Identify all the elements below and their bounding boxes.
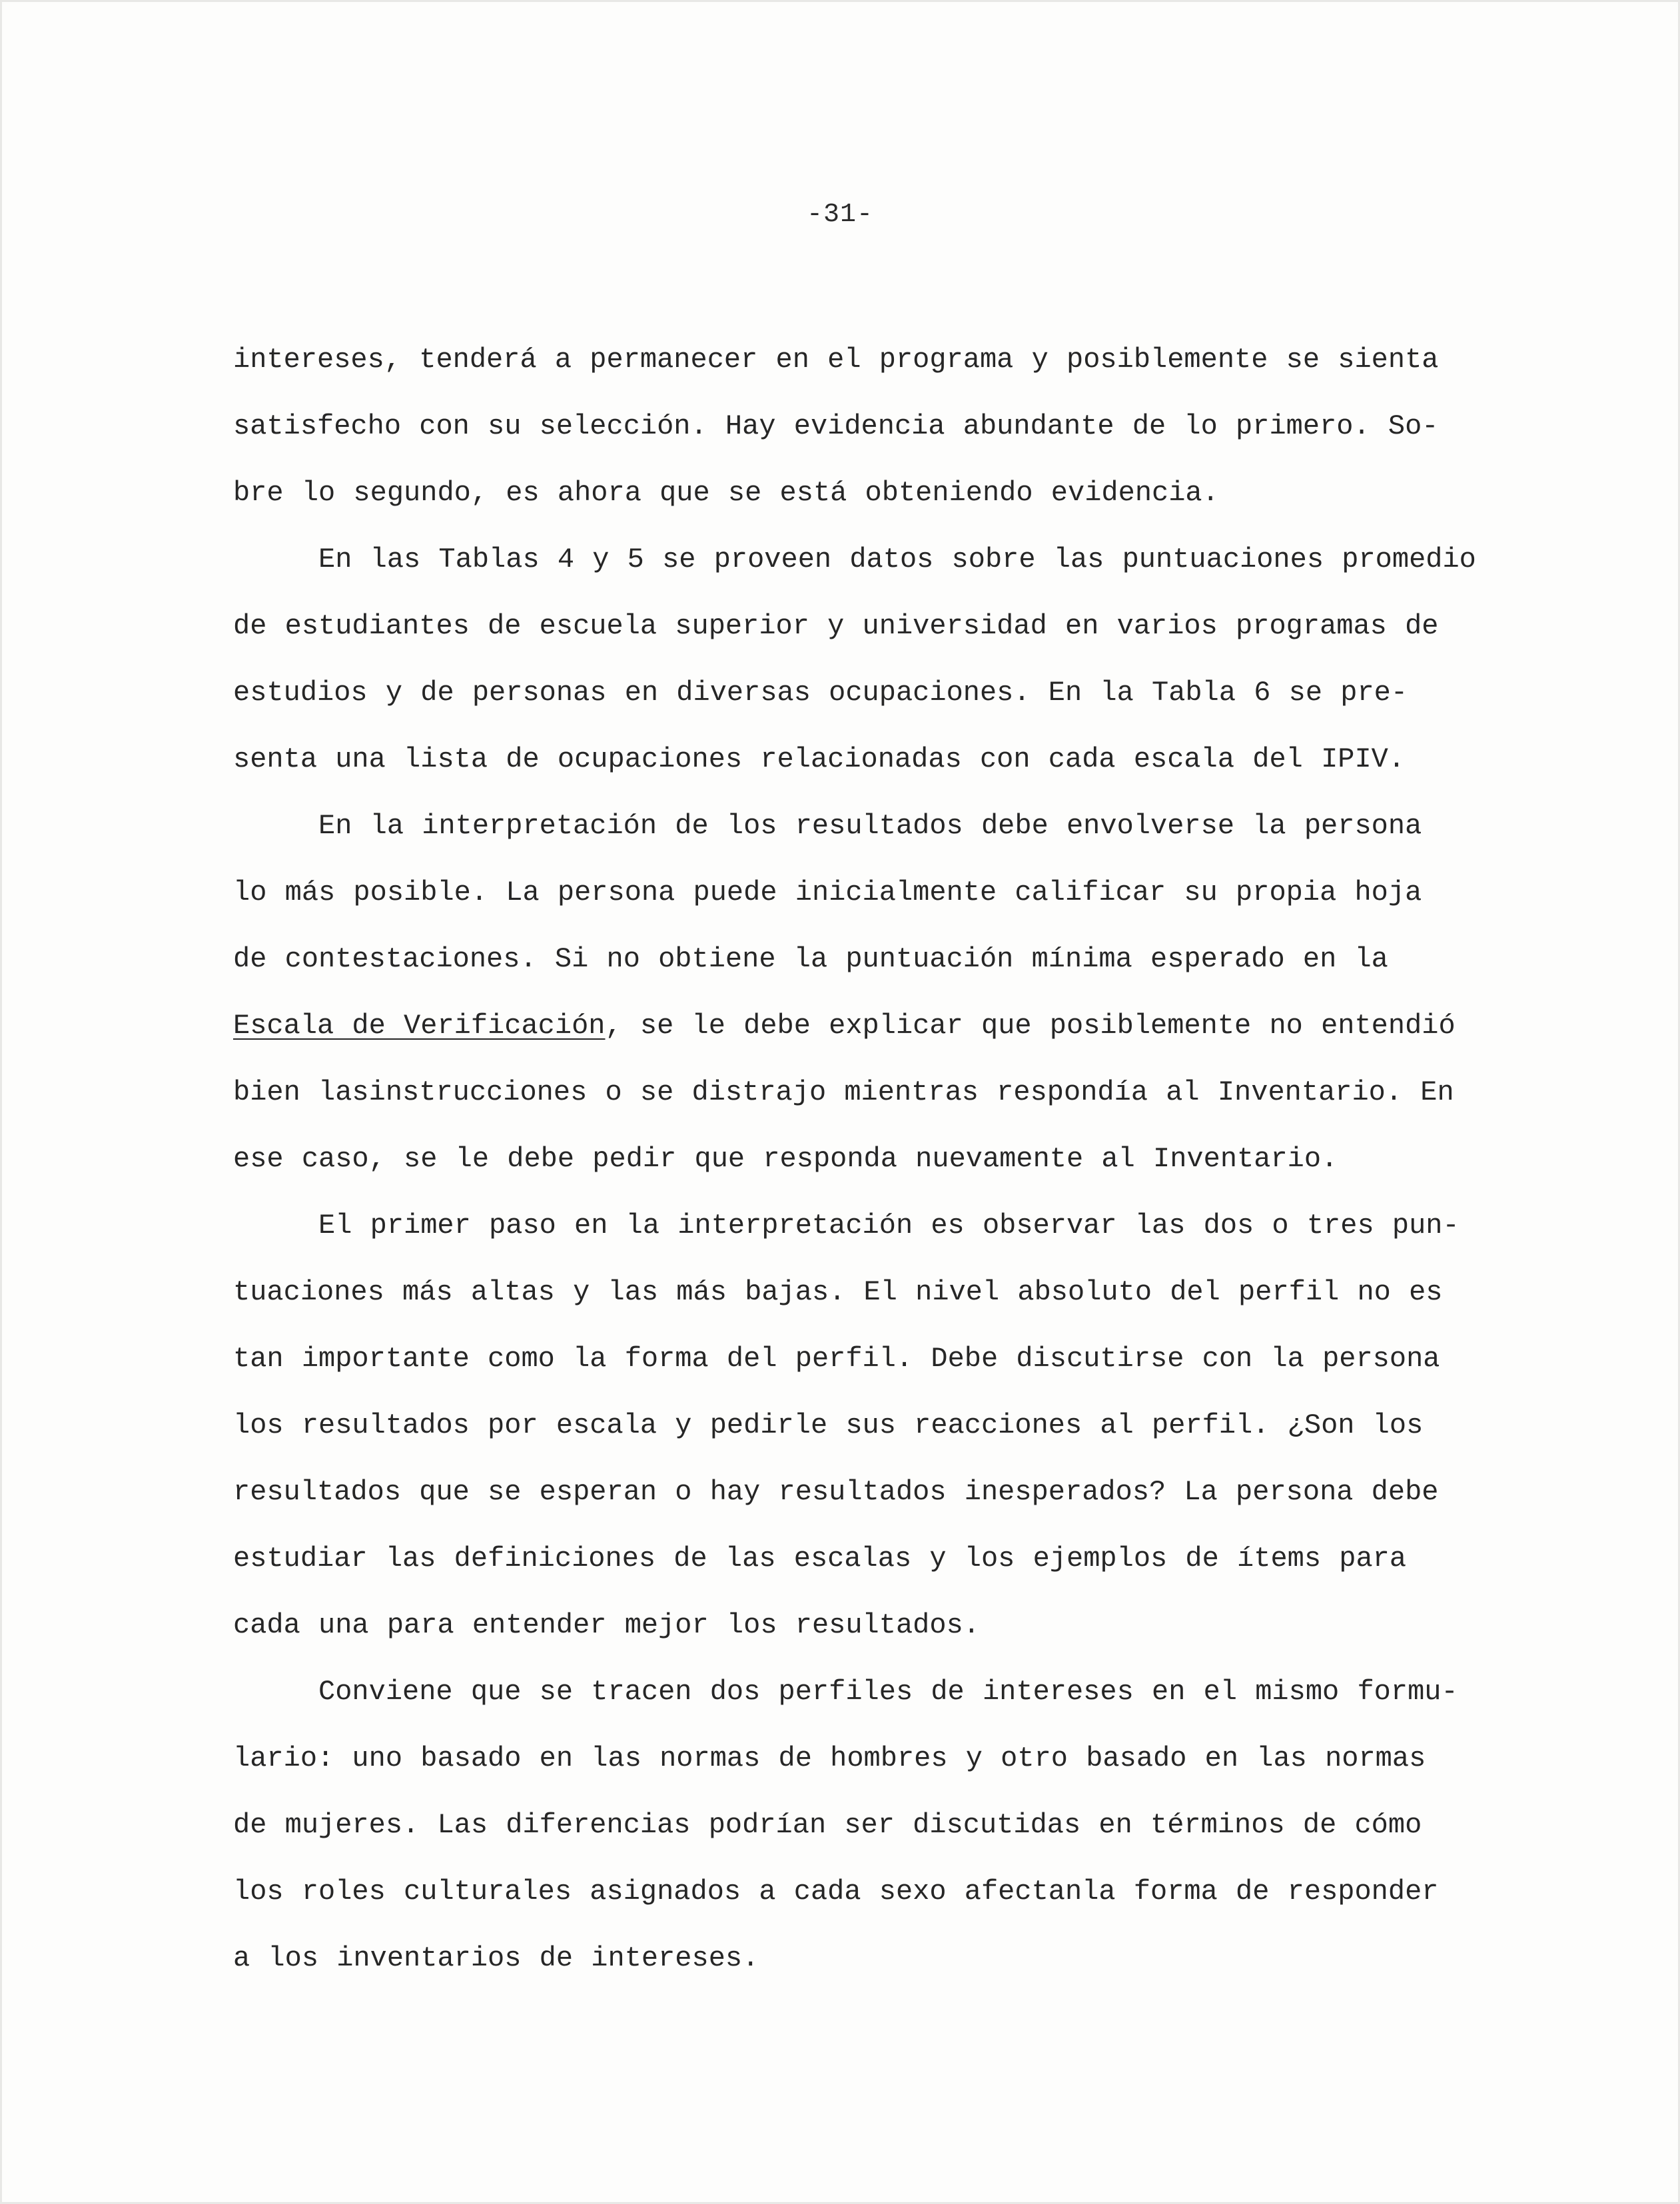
paragraph-3 (233, 804, 1459, 1204)
paragraph-1 (233, 338, 1459, 538)
text-line: En la interpretación de los resultados debe envolverse la persona (318, 810, 1422, 842)
underlined-term: Escala de Verificación (233, 1010, 606, 1042)
paragraph-5 (233, 1670, 1459, 2003)
text-line: los resultados por escala y pedirle sus reacciones al perfil. ¿Son los (233, 1409, 1424, 1441)
text-line: tuaciones más altas y las más bajas. El nivel absoluto del perfil no es (233, 1276, 1443, 1308)
text-line: resultados que se esperan o hay resultados inesperados? La persona debe (233, 1476, 1439, 1508)
text-line: lario: uno basado en las normas de hombres y otro basado en las normas (233, 1742, 1426, 1774)
text-line: lo más posible. La persona puede inicialmente calificar su propia hoja (233, 877, 1422, 909)
document-body (233, 338, 1476, 2003)
text-line: satisfecho con su selección. Hay evidencia abundante de lo primero. So- (233, 410, 1439, 442)
text-line: estudios y de personas en diversas ocupaciones. En la Tabla 6 se pre- (233, 677, 1408, 709)
text-line: Conviene que se tracen dos perfiles de intereses en el mismo formu- (318, 1676, 1458, 1708)
text-line: de contestaciones. Si no obtiene la puntuación mínima esperado en la (233, 943, 1388, 975)
text-line: de mujeres. Las diferencias podrían ser discutidas en términos de cómo (233, 1809, 1422, 1841)
text-line: cada una para entender mejor los resultados. (233, 1609, 980, 1641)
text-line: tan importante como la forma del perfil. Debe discutirse con la persona (233, 1343, 1440, 1375)
text-line-with-term (233, 1004, 1459, 1070)
text-line: de estudiantes de escuela superior y universidad en varios programas de (233, 610, 1439, 642)
text-line: bien lasinstrucciones o se distrajo mientras respondía al Inventario. En (233, 1076, 1454, 1108)
page-number: -31- (806, 200, 873, 230)
paragraph-4 (233, 1204, 1459, 1670)
text-line: los roles culturales asignados a cada sexo afectanla forma de responder (233, 1876, 1439, 1908)
text-line: a los inventarios de intereses. (233, 1942, 759, 1974)
text-line: estudiar las definiciones de las escalas y los ejemplos de ítems para (233, 1543, 1407, 1575)
text-line: ese caso, se le debe pedir que responda nuevamente al Inventario. (233, 1143, 1338, 1175)
paragraph-2 (233, 538, 1476, 804)
text-line: bre lo segundo, es ahora que se está obteniendo evidencia. (233, 477, 1219, 509)
text-line: intereses, tenderá a permanecer en el programa y posiblemente se sienta (233, 344, 1439, 376)
text-line: En las Tablas 4 y 5 se proveen datos sobre las puntuaciones promedio (318, 544, 1476, 575)
text-line: senta una lista de ocupaciones relacionadas con cada escala del IPIV. (233, 743, 1406, 775)
text-fragment: , se le debe explicar que posiblemente no entendió (605, 1010, 1456, 1042)
text-line: El primer paso en la interpretación es observar las dos o tres pun- (318, 1210, 1460, 1242)
